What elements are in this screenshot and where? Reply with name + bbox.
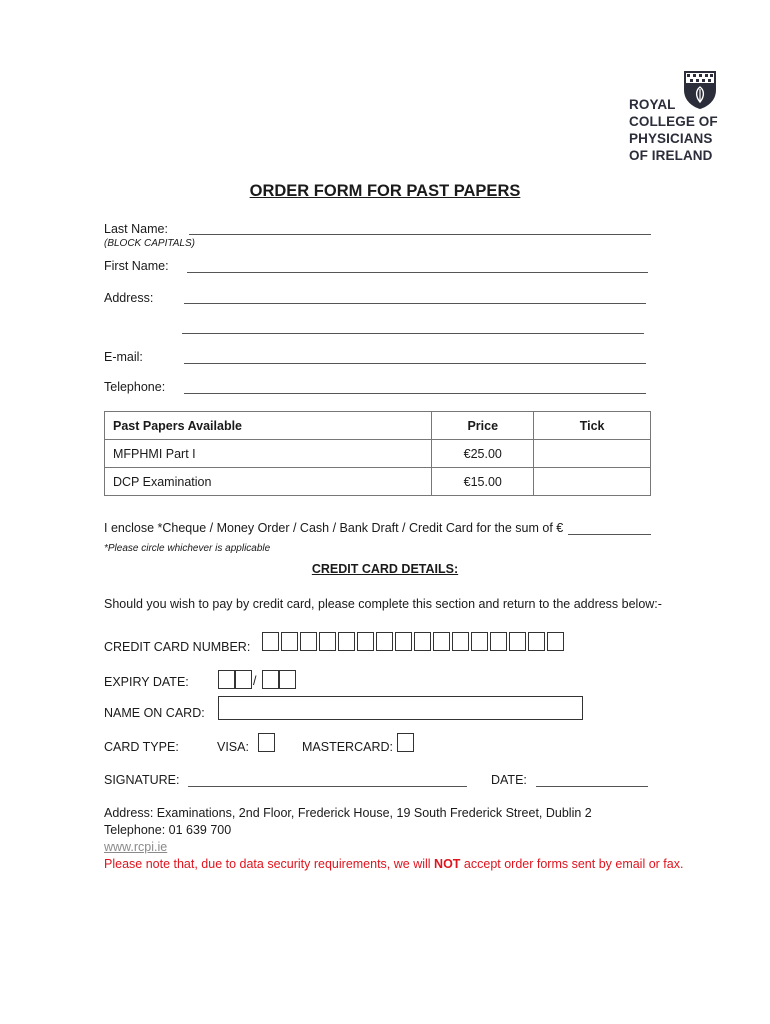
visa-checkbox[interactable]: [258, 733, 275, 752]
paper-price: €25.00: [432, 440, 534, 468]
card-digit-box[interactable]: [395, 632, 412, 651]
signature-field[interactable]: [188, 786, 467, 787]
signature-label: SIGNATURE:: [104, 773, 180, 787]
past-papers-table: [104, 411, 651, 496]
telephone-label: Telephone:: [104, 380, 166, 394]
expiry-month-box[interactable]: [235, 670, 252, 689]
card-number-label: CREDIT CARD NUMBER:: [104, 640, 251, 654]
email-label: E-mail:: [104, 350, 143, 364]
card-digit-box[interactable]: [357, 632, 374, 651]
card-digit-box[interactable]: [376, 632, 393, 651]
credit-card-heading: CREDIT CARD DETAILS:: [311, 562, 459, 576]
expiry-year-box[interactable]: [279, 670, 296, 689]
paper-name: MFPHMI Part I: [105, 440, 432, 468]
logo-wordmark: [629, 96, 718, 164]
page-title: ORDER FORM FOR PAST PAPERS: [249, 182, 521, 200]
logo-line: OF IRELAND: [629, 148, 713, 163]
card-digit-box[interactable]: [509, 632, 526, 651]
date-field[interactable]: [536, 786, 648, 787]
expiry-month-box[interactable]: [218, 670, 235, 689]
notice-text: accept order forms sent by email or fax.: [460, 857, 684, 871]
table-header-row: [105, 412, 651, 440]
visa-label: VISA:: [217, 740, 249, 754]
paper-name: DCP Examination: [105, 468, 432, 496]
credit-card-instruction: Should you wish to pay by credit card, please complete this section and return to the address below:-: [104, 597, 662, 611]
mastercard-label: MASTERCARD:: [302, 740, 393, 754]
security-notice: [104, 857, 683, 871]
table-header: Price: [432, 412, 534, 440]
notice-text: Please note that, due to data security requirements, we will: [104, 857, 435, 871]
sum-field[interactable]: [568, 534, 651, 535]
last-name-label: Last Name:: [104, 222, 168, 236]
expiry-label: EXPIRY DATE:: [104, 675, 189, 689]
card-digit-box[interactable]: [338, 632, 355, 651]
first-name-label: First Name:: [104, 259, 169, 273]
card-digit-box[interactable]: [471, 632, 488, 651]
card-type-label: CARD TYPE:: [104, 740, 179, 754]
table-header: Past Papers Available: [105, 412, 432, 440]
card-number-boxes: [262, 632, 566, 651]
telephone-field[interactable]: [184, 393, 646, 394]
card-digit-box[interactable]: [300, 632, 317, 651]
contact-telephone: Telephone: 01 639 700: [104, 823, 232, 837]
card-digit-box[interactable]: [319, 632, 336, 651]
mastercard-checkbox[interactable]: [397, 733, 414, 752]
expiry-separator: /: [253, 674, 257, 688]
last-name-field[interactable]: [189, 234, 651, 235]
card-digit-box[interactable]: [433, 632, 450, 651]
card-digit-box[interactable]: [414, 632, 431, 651]
first-name-field[interactable]: [187, 272, 648, 273]
card-digit-box[interactable]: [528, 632, 545, 651]
card-digit-box[interactable]: [262, 632, 279, 651]
card-digit-box[interactable]: [490, 632, 507, 651]
table-row: [105, 440, 651, 468]
tick-cell[interactable]: [534, 468, 651, 496]
tick-cell[interactable]: [534, 440, 651, 468]
table-header: Tick: [534, 412, 651, 440]
logo-line: COLLEGE OF: [629, 114, 718, 129]
logo-line: PHYSICIANS: [629, 131, 713, 146]
name-on-card-label: NAME ON CARD:: [104, 706, 205, 720]
expiry-year-box[interactable]: [262, 670, 279, 689]
circle-note: *Please circle whichever is applicable: [104, 543, 271, 554]
address-field-line-1[interactable]: [184, 303, 646, 304]
website-link[interactable]: www.rcpi.ie: [104, 840, 168, 854]
address-field-line-2[interactable]: [182, 333, 644, 334]
card-digit-box[interactable]: [547, 632, 564, 651]
logo-line: ROYAL: [629, 97, 676, 112]
date-label: DATE:: [491, 773, 527, 787]
address-label: Address:: [104, 291, 154, 305]
name-on-card-field[interactable]: [218, 696, 583, 720]
paper-price: €15.00: [432, 468, 534, 496]
enclose-text: I enclose *Cheque / Money Order / Cash / Bank Draft / Credit Card for the sum of €: [104, 521, 564, 535]
card-digit-box[interactable]: [281, 632, 298, 651]
email-field[interactable]: [184, 363, 646, 364]
block-capitals-hint: (BLOCK CAPITALS): [104, 238, 195, 249]
postal-address: Address: Examinations, 2nd Floor, Frederick House, 19 South Frederick Street, Dublin 2: [104, 806, 592, 820]
notice-emphasis: NOT: [434, 857, 461, 871]
table-row: [105, 468, 651, 496]
card-digit-box[interactable]: [452, 632, 469, 651]
